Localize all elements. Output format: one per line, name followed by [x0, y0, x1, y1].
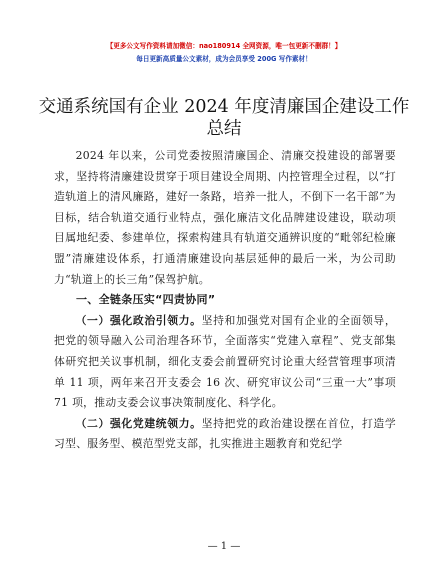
item-paragraph-1 [54, 311, 396, 414]
item-text-2: 坚持把党的政治建设摆在首位，打造学习型、服务型、模范型党支部，扎实推进主题教育和党纪学 [54, 416, 396, 451]
page-number: — 1 — [207, 541, 241, 552]
item-text-1: 坚持和加强党对国有企业的全面领导，把党的领导融入公司治理各环节，全面落实“党建入章程”、党支部集体研究把关议事机制，细化支委会前置研究讨论重大经营管理事项清单 11 项，两年来召开支委会 16 次、研究审议公司“三重一大”事项 71 项，推动支委会议事决策制度化、科学化。 [54, 313, 396, 410]
item-paragraph-2 [54, 414, 396, 455]
item-label-2: （二）强化党建统领力。 [75, 416, 202, 430]
document-title-line-2: 总结 [206, 119, 242, 139]
section-heading: 一、全链条压实“四责协同” [76, 293, 216, 307]
intro-paragraph: 2024 年以来，公司党委按照清廉国企、清廉交投建设的部署要求，坚持将清廉建设贯穿于项目建设全周期、内控管理全过程，以“打造轨道上的清风廉路，建好一条路，培养一批人，不倒下一名干部”为目标，结合轨道交通行业特点，强化廉洁文化品牌建设建设，联动项目属地纪委、参建单位，探索构建具有轨道交通辨识度的“毗邻纪检廉盟”清廉建设体系，打通清廉建设向基层延伸的最后一米，为公司助力“轨道上的长三角”保驾护航。 [54, 149, 396, 286]
document-title-line-1: 交通系统国有企业 2024 年度清廉国企建设工作 [38, 97, 410, 117]
document-title [30, 96, 418, 140]
promo-banner [0, 42, 448, 64]
promo-banner-line-2: 每日更新高质量公文素材，成为会员享受 200G 写作素材！ [136, 55, 312, 63]
item-label-1: （一）强化政治引领力。 [75, 313, 202, 327]
document-body [54, 146, 396, 455]
promo-banner-line-1: 【更多公文写作资料请加微信：nao180914 全网资源，唯一包更新不删群！】 [106, 42, 342, 50]
